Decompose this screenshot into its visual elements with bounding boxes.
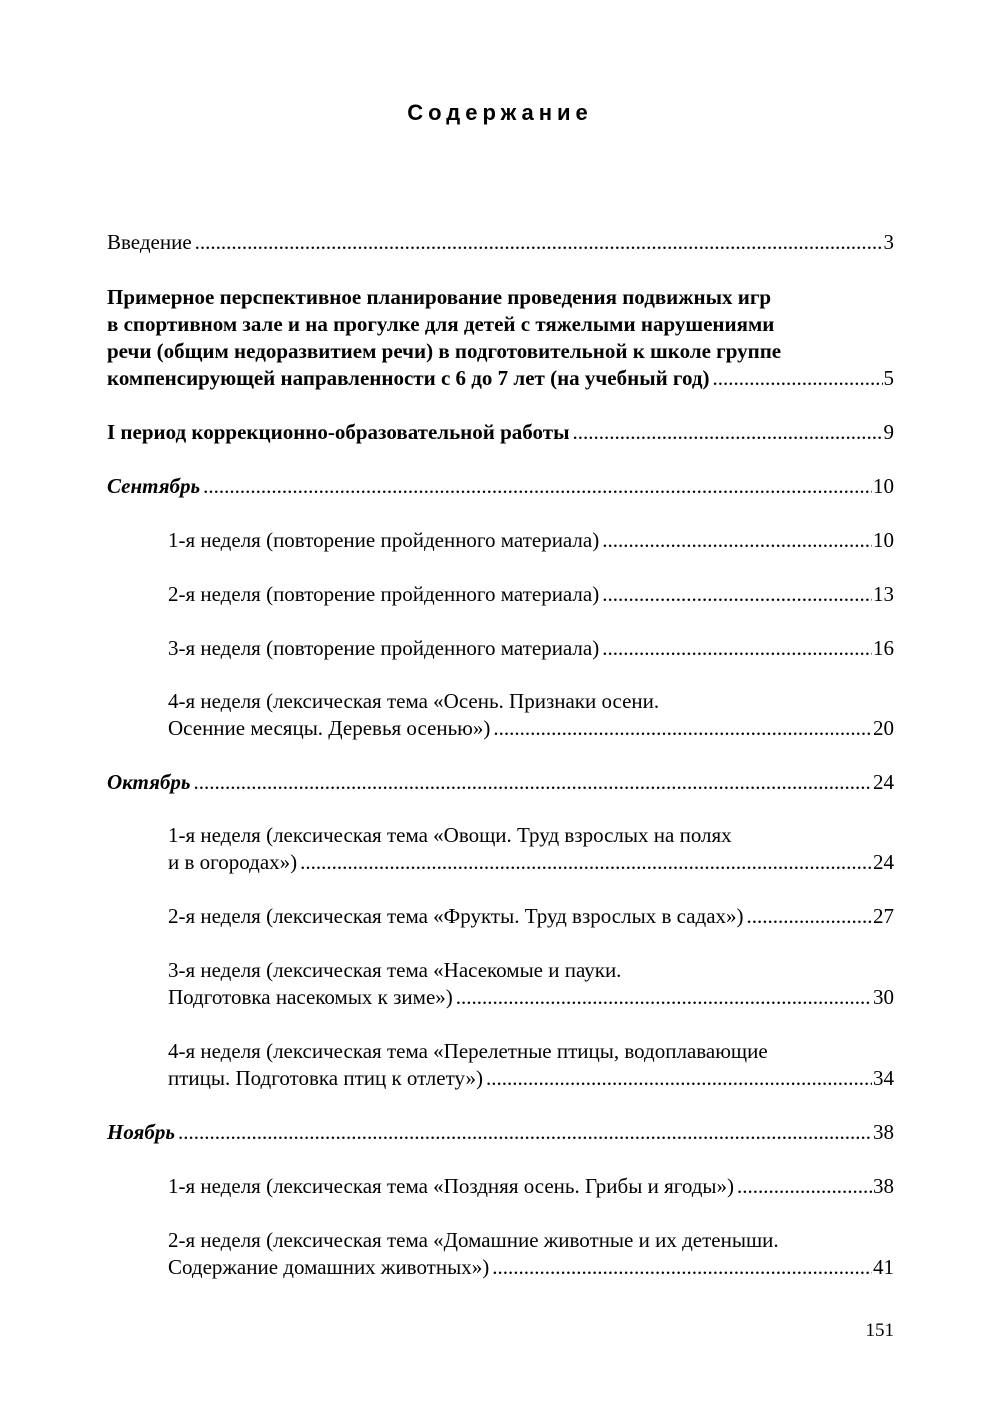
toc-entry-week[interactable] — [168, 903, 894, 930]
dot-leader — [747, 903, 872, 930]
toc-page-number: 38 — [873, 1174, 894, 1198]
dot-leader — [572, 419, 882, 446]
toc-entry-line: в спортивном зале и на прогулке для детей с тяжелыми нарушениями — [107, 312, 775, 336]
toc-entry-label: Сентябрь — [107, 474, 201, 498]
toc-entry-period-1[interactable] — [107, 419, 894, 446]
toc-entry-label: 1-я неделя (лексическая тема «Поздняя осень. Грибы и ягоды») — [168, 1174, 734, 1198]
toc-entry-week[interactable] — [168, 581, 894, 608]
toc-page-number: 30 — [873, 985, 894, 1009]
dot-leader — [712, 365, 882, 392]
toc-entry-line: 1-я неделя (лексическая тема «Овощи. Труд взрослых на полях — [168, 823, 732, 847]
dot-leader — [203, 473, 872, 500]
toc-entry-line: Примерное перспективное планирование проведения подвижных игр — [107, 285, 772, 309]
toc-entry-label: Осенние месяцы. Деревья осенью») — [168, 716, 491, 740]
toc-entry-label: Октябрь — [107, 770, 191, 794]
toc-page-number: 10 — [873, 528, 894, 552]
page-title: Содержание — [407, 100, 593, 125]
toc-entry-introduction[interactable] — [107, 229, 894, 256]
toc-entry-november[interactable] — [107, 1119, 894, 1146]
toc-page-number: 3 — [883, 230, 894, 254]
toc-page-number: 10 — [873, 474, 894, 498]
toc-entry-september[interactable] — [107, 473, 894, 500]
dot-leader — [194, 769, 872, 796]
toc-page-number: 34 — [873, 1066, 894, 1090]
toc-page-number: 20 — [873, 716, 894, 740]
toc-page-number: 24 — [873, 770, 894, 794]
toc-entry-label: Содержание домашних животных») — [168, 1255, 490, 1279]
toc-entry-line: речи (общим недоразвитием речи) в подготовительной к школе группе — [107, 339, 782, 363]
page-number: 151 — [865, 1320, 894, 1341]
toc-entry-line: 4-я неделя (лексическая тема «Перелетные птицы, водоплавающие — [168, 1039, 768, 1063]
toc-page-number: 41 — [873, 1255, 894, 1279]
toc-entry-label: Подготовка насекомых к зиме») — [168, 985, 453, 1009]
toc-entry-label: 3-я неделя (повторение пройденного материала) — [168, 636, 600, 660]
dot-leader — [178, 1119, 872, 1146]
toc-entry-week[interactable] — [168, 1227, 894, 1281]
toc-page-number: 5 — [883, 366, 894, 390]
dot-leader — [492, 1254, 872, 1281]
toc-entry-week[interactable] — [168, 1038, 894, 1092]
toc-entry-label: I период коррекционно-образовательной работы — [107, 420, 570, 444]
toc-page-number: 16 — [873, 636, 894, 660]
toc-entry-label: 1-я неделя (повторение пройденного материала) — [168, 528, 600, 552]
toc-entry-week[interactable] — [168, 635, 894, 662]
dot-leader — [195, 229, 883, 256]
toc-entry-label: и в огородах») — [168, 850, 298, 874]
toc-page-number: 24 — [873, 850, 894, 874]
toc-entry-week[interactable] — [168, 688, 894, 742]
toc-entry-line: 2-я неделя (лексическая тема «Домашние животные и их детеныши. — [168, 1228, 779, 1252]
dot-leader — [456, 984, 872, 1011]
dot-leader — [300, 849, 872, 876]
toc-page-number: 9 — [883, 420, 894, 444]
dot-leader — [602, 581, 872, 608]
toc-entry-week[interactable] — [168, 822, 894, 876]
toc-entry-label: 2-я неделя (лексическая тема «Фрукты. Труд взрослых в садах») — [168, 904, 744, 928]
toc-entry-label: 2-я неделя (повторение пройденного материала) — [168, 582, 600, 606]
dot-leader — [737, 1173, 872, 1200]
dot-leader — [493, 715, 872, 742]
toc-entry-line: 3-я неделя (лексическая тема «Насекомые и пауки. — [168, 958, 622, 982]
toc-entry-week[interactable] — [168, 527, 894, 554]
toc-entry-label: Введение — [107, 230, 192, 254]
toc-page-number: 38 — [873, 1120, 894, 1144]
toc-page-number: 27 — [873, 904, 894, 928]
toc-page-number: 13 — [873, 582, 894, 606]
toc-entry-week[interactable] — [168, 1173, 894, 1200]
dot-leader — [602, 635, 872, 662]
toc-entry-line: 4-я неделя (лексическая тема «Осень. Признаки осени. — [168, 689, 660, 713]
toc-entry-week[interactable] — [168, 957, 894, 1011]
toc-entry-october[interactable] — [107, 769, 894, 796]
dot-leader — [486, 1065, 872, 1092]
toc-entry-label: птицы. Подготовка птиц к отлету») — [168, 1066, 484, 1090]
toc-entry-planning[interactable] — [107, 284, 894, 392]
toc-entry-label: компенсирующей направленности с 6 до 7 лет (на учебный год) — [107, 366, 710, 390]
dot-leader — [602, 527, 872, 554]
toc-entry-label: Ноябрь — [107, 1120, 175, 1144]
